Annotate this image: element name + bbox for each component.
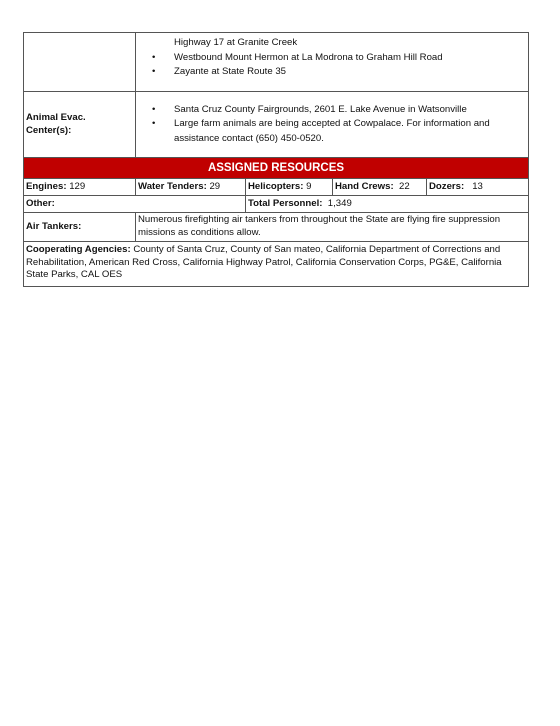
cooperating-agencies-text: County of Santa Cruz, County of San mateo, California Department of Corrections and Rehabilitation, American Red Cross, California Highway Patrol, California Conservation Corps, PG&E, California State Parks, CAL OES (26, 244, 502, 281)
air-tankers-label: Air Tankers: (24, 213, 136, 242)
water-tenders-cell (136, 179, 246, 196)
resource-counts-row (24, 179, 529, 196)
animal-evac-item: • Large farm animals are being accepted at Cowpalace. For information and assistance contact (650) 450-0520. (174, 117, 526, 146)
routes-list-item: • Westbound Mount Hermon at La Modrona to Graham Hill Road (174, 51, 526, 66)
routes-list (138, 51, 526, 80)
water-tenders-value: 29 (209, 180, 221, 192)
other-label: Other: (24, 196, 246, 213)
hand-crews-cell (333, 179, 427, 196)
water-tenders-label: Water Tenders: (138, 180, 207, 192)
routes-list-cell (136, 33, 529, 92)
engines-cell (24, 179, 136, 196)
total-personnel-cell (246, 196, 529, 213)
assigned-resources-header-row (24, 158, 529, 179)
cooperating-agencies-cell (24, 242, 529, 287)
cooperating-agencies-label: Cooperating Agencies: (26, 244, 131, 255)
assigned-resources-title: ASSIGNED RESOURCES (24, 158, 529, 179)
air-tankers-row (24, 213, 529, 242)
helicopters-value: 9 (306, 180, 312, 192)
dozers-cell (427, 179, 529, 196)
routes-label-cell (24, 33, 136, 92)
dozers-label: Dozers: (429, 180, 465, 192)
animal-evac-item: • Santa Cruz County Fairgrounds, 2601 E. Lake Avenue in Watsonville (174, 103, 526, 118)
air-tankers-text: Numerous firefighting air tankers from throughout the State are flying fire suppression missions as conditions allow. (136, 213, 529, 242)
engines-label: Engines: (26, 180, 67, 192)
animal-evac-list-cell (136, 92, 529, 158)
animal-evac-row (24, 92, 529, 158)
incident-report-table (23, 32, 529, 287)
total-personnel-value: 1,349 (327, 197, 352, 209)
hand-crews-value: 22 (398, 180, 410, 192)
dozers-value: 13 (472, 180, 483, 192)
routes-row (24, 33, 529, 92)
helicopters-label: Helicopters: (248, 180, 304, 192)
routes-continued-line: Highway 17 at Granite Creek (174, 37, 298, 48)
animal-evac-label: Animal Evac. Center(s): (24, 92, 136, 158)
cooperating-agencies-row (24, 242, 529, 287)
engines-value: 129 (69, 180, 86, 192)
hand-crews-label: Hand Crews: (335, 180, 394, 192)
helicopters-cell (246, 179, 333, 196)
other-personnel-row (24, 196, 529, 213)
routes-list-item: • Zayante at State Route 35 (174, 65, 526, 80)
animal-evac-list (138, 103, 526, 147)
total-personnel-label: Total Personnel: (248, 197, 323, 209)
